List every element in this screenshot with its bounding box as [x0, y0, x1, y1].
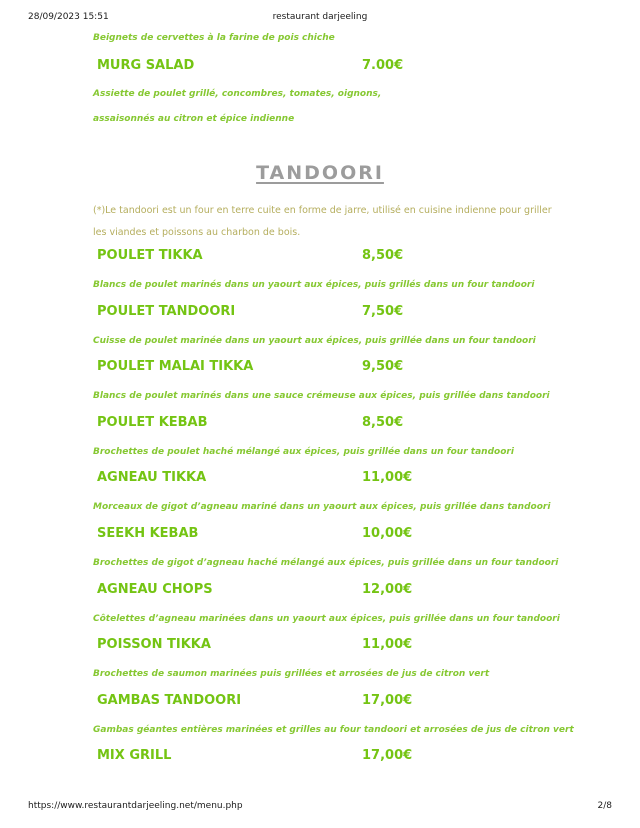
menu-item-description: Brochettes de saumon marinées puis grillées et arrosées de jus de citron vert: [93, 669, 490, 680]
menu-item-name: POULET TIKKA: [97, 248, 203, 263]
section-title-text: TANDOORI: [256, 162, 384, 184]
menu-item-price: 8,50€: [362, 248, 404, 263]
menu-item-row: [0, 357, 640, 413]
print-source-url: https://www.restaurantdarjeeling.net/menu.php: [28, 801, 243, 811]
menu-item-name: SEEKH KEBAB: [97, 525, 199, 541]
menu-item-description: Blancs de poulet marinés dans un yaourt aux épices, puis grillés dans un four tandoori: [93, 280, 535, 290]
menu-item-row: [0, 635, 640, 691]
menu-item-description: Assiette de poulet grillé, concombres, tomates, oignons,: [93, 89, 382, 99]
menu-item-description: Brochettes de poulet haché mélangé aux épices, puis grillée dans un four tandoori: [93, 446, 514, 457]
menu-item-row: [0, 413, 640, 469]
menu-item-price: 8,50€: [362, 414, 404, 430]
menu-item-price: 7.00€: [362, 58, 404, 73]
menu-item-row: [0, 580, 640, 636]
menu-item-name: POULET KEBAB: [97, 414, 208, 430]
menu-item-name: MIX GRILL: [97, 748, 172, 764]
menu-item-row: [0, 246, 640, 302]
menu-item-name: AGNEAU TIKKA: [97, 470, 207, 486]
menu-item-price: 11,00€: [362, 637, 413, 653]
menu-item-price: 9,50€: [362, 359, 404, 375]
print-timestamp: 28/09/2023 15:51: [28, 12, 109, 22]
menu-item-price: 11,00€: [362, 470, 413, 486]
menu-item-description: assaisonnés au citron et épice indienne: [93, 114, 295, 124]
menu-items-list: [0, 246, 640, 802]
menu-item-description: Côtelettes d’agneau marinées dans un yaourt aux épices, puis grillée dans un four tandoori: [93, 613, 560, 624]
menu-item-description: Morceaux de gigot d’agneau mariné dans un yaourt aux épices, puis grillée dans tandoori: [93, 502, 551, 513]
print-document-title: restaurant darjeeling: [272, 12, 368, 22]
menu-item-description-carryover: Beignets de cervettes à la farine de pois chiche: [93, 33, 335, 43]
menu-item-price: 17,00€: [362, 692, 413, 708]
menu-item-row: [0, 691, 640, 747]
menu-item-price: 12,00€: [362, 581, 413, 597]
menu-item-name: POISSON TIKKA: [97, 637, 211, 653]
print-page-number: 2/8: [597, 801, 612, 811]
menu-item-row: [0, 746, 640, 802]
section-title: [0, 162, 640, 184]
menu-item-row: [0, 524, 640, 580]
section-note: (*)Le tandoori est un four en terre cuite en forme de jarre, utilisé en cuisine indienne pour griller: [93, 205, 552, 216]
menu-item-row: [0, 302, 640, 358]
menu-item-name: MURG SALAD: [97, 58, 195, 73]
menu-item-price: 10,00€: [362, 525, 413, 541]
menu-item-description: Blancs de poulet marinés dans une sauce crémeuse aux épices, puis grillée dans tandoori: [93, 391, 550, 402]
menu-item-name: POULET TANDOORI: [97, 303, 236, 319]
section-note: les viandes et poissons au charbon de bois.: [93, 227, 301, 238]
menu-item-description: Gambas géantes entières marinées et grilles au four tandoori et arrosées de jus de citron vert: [93, 724, 574, 735]
menu-item-description: Cuisse de poulet marinée dans un yaourt aux épices, puis grillée dans un four tandoori: [93, 335, 536, 346]
menu-item-name: GAMBAS TANDOORI: [97, 692, 242, 708]
menu-item-description: Brochettes de gigot d’agneau haché mélangé aux épices, puis grillée dans un four tandoori: [93, 557, 559, 568]
menu-item-row: [0, 468, 640, 524]
menu-item-price: 7,50€: [362, 303, 404, 319]
menu-item-price: 17,00€: [362, 748, 413, 764]
menu-item-name: AGNEAU CHOPS: [97, 581, 213, 597]
menu-item-name: POULET MALAI TIKKA: [97, 359, 254, 375]
